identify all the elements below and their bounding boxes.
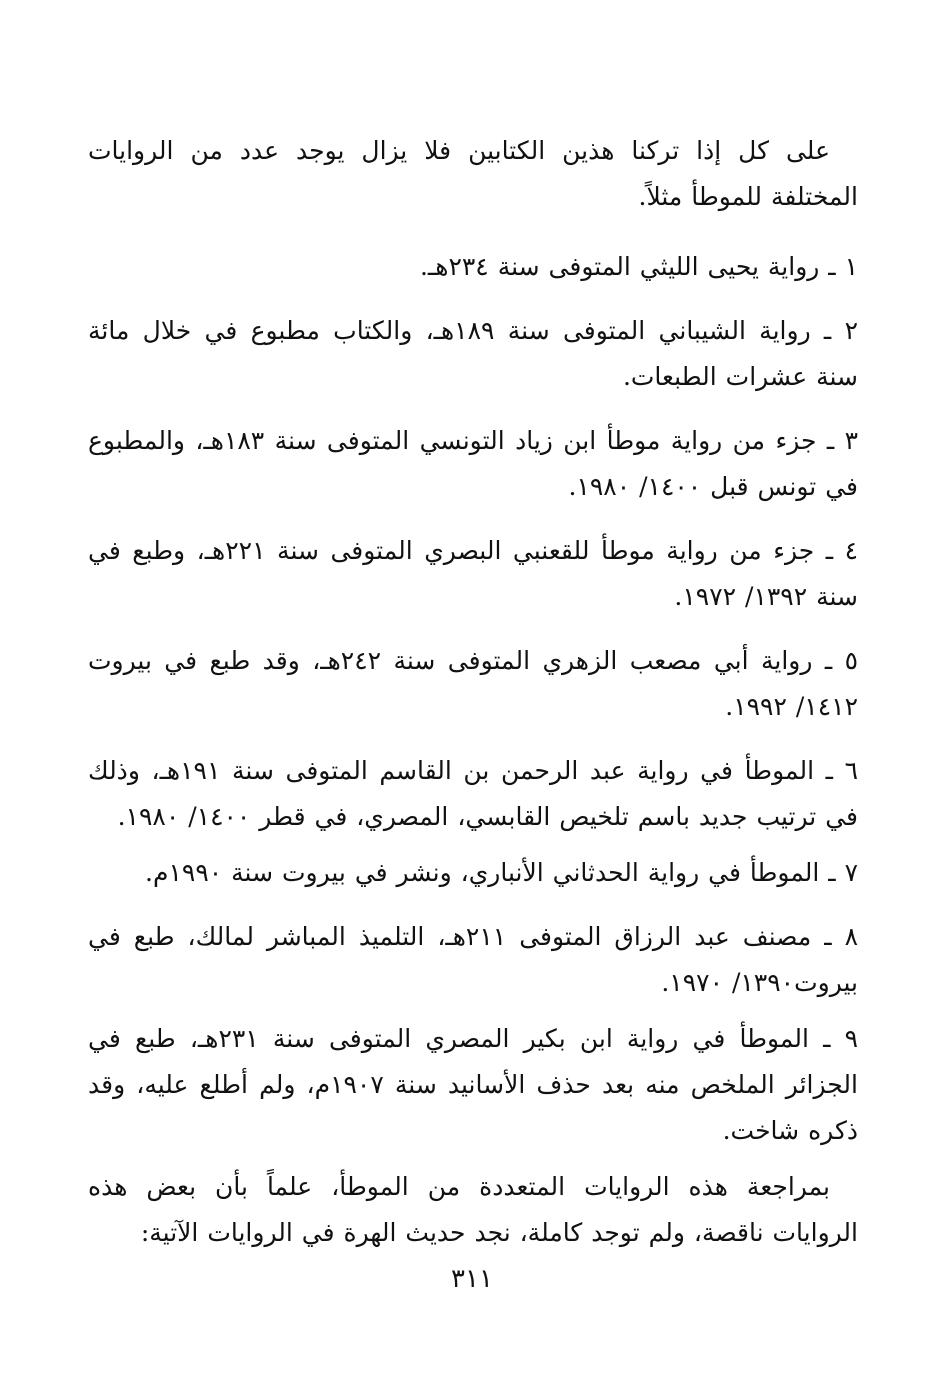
list-item-4: ٤ ـ جزء من رواية موطأ للقعنبي البصري المتوفى سنة ٢٢١هـ، وطبع في سنة ١٣٩٢/ ١٩٧٢. <box>88 536 859 611</box>
list-item-8: ٨ ـ مصنف عبد الرزاق المتوفى ٢١١هـ، التلميذ المباشر لمالك، طبع في بيروت١٣٩٠/ ١٩٧٠. <box>88 922 858 997</box>
list-item-6: ٦ ـ الموطأ في رواية عبد الرحمن بن القاسم المتوفى سنة ١٩١هـ، وذلك في ترتيب جديد باسم تلخيص القابسي، المصري، في قطر ١٤٠٠/ ١٩٨٠. <box>88 756 858 831</box>
list-item-5: ٥ ـ رواية أبي مصعب الزهري المتوفى سنة ٢٤٢هـ، وقد طبع في بيروت ١٤١٢/ ١٩٩٢. <box>88 646 858 721</box>
intro-paragraph: على كل إذا تركنا هذين الكتابين فلا يزال يوجد عدد من الروايات المختلفة للموطأ مثلاً. <box>88 136 858 211</box>
list-item-1: ١ ـ رواية يحيى الليثي المتوفى سنة ٢٣٤هـ. <box>419 252 858 281</box>
page-number: ٣١١ <box>451 1264 493 1294</box>
list-item-2: ٢ ـ رواية الشيباني المتوفى سنة ١٨٩هـ، والكتاب مطبوع في خلال مائة سنة عشرات الطبعات. <box>88 316 858 391</box>
closing-paragraph: بمراجعة هذه الروايات المتعددة من الموطأ، علماً بأن بعض هذه الروايات ناقصة، ولم توجد كاملة، نجد حديث الهرة في الروايات الآتية: <box>88 1172 858 1247</box>
list-item-3: ٣ ـ جزء من رواية موطأ ابن زياد التونسي المتوفى سنة ١٨٣هـ، والمطبوع في تونس قبل ١٤٠٠/ ١٩٨٠. <box>88 426 859 501</box>
list-item-9: ٩ ـ الموطأ في رواية ابن بكير المصري المتوفى سنة ٢٣١هـ، طبع في الجزائر الملخص منه بعد حذف الأسانيد سنة ١٩٠٧م، ولم أطلع عليه، وقد ذكره شاخت. <box>88 1024 858 1145</box>
list-item-7: ٧ ـ الموطأ في رواية الحدثاني الأنباري، ونشر في بيروت سنة ١٩٩٠م. <box>145 858 858 887</box>
